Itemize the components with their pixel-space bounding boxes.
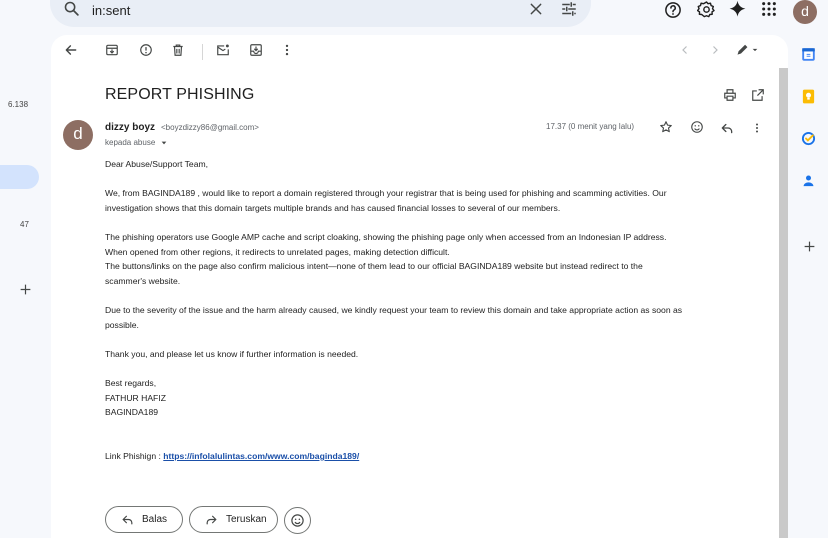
phishing-link[interactable]: https://infolalulintas.com/www.com/baginda189/ <box>163 450 360 461</box>
apps-grid-icon[interactable] <box>761 1 777 17</box>
rail-selected-pill[interactable] <box>0 165 39 189</box>
rail-count-inbox: 6.138 <box>8 100 29 109</box>
add-label-plus-icon[interactable] <box>19 283 32 296</box>
body-line: investigation shows that this domain targets multiple brands and has caused financial losses to several of our members. <box>105 202 561 213</box>
sender-email: <boyzdizzy86@gmail.com> <box>161 123 259 132</box>
newer-chevron-left-icon[interactable] <box>679 43 691 57</box>
body-line: The phishing operators use Google AMP cache and script cloaking, showing the phishing page only when accessed from an Indonesian IP address. <box>105 231 667 242</box>
archive-icon[interactable] <box>105 43 119 57</box>
rail-count-secondary: 47 <box>20 220 29 229</box>
input-tools-pen-icon[interactable] <box>735 43 761 57</box>
star-icon[interactable] <box>659 120 673 134</box>
recipient-label: kepada abuse <box>105 138 156 147</box>
print-icon[interactable] <box>723 88 737 102</box>
reply-button-icon <box>121 513 134 526</box>
open-new-window-icon[interactable] <box>751 88 765 102</box>
body-line: We, from BAGINDA189 , would like to report a domain registered through your registrar that is being used for phishing and scamming activities. Our <box>105 188 667 199</box>
signature-name: FATHUR HAFIZ <box>105 392 166 403</box>
signature-company: BAGINDA189 <box>105 407 159 418</box>
tasks-app-icon[interactable] <box>801 131 816 146</box>
search-icon[interactable] <box>63 0 80 17</box>
older-chevron-right-icon[interactable] <box>709 43 721 57</box>
search-options-icon[interactable] <box>560 0 578 18</box>
more-vert-icon[interactable] <box>280 43 294 57</box>
body-line: The buttons/links on the page also confirm malicious intent—none of them lead to our official BAGINDA189 website but instead redirect to the <box>105 261 643 272</box>
reply-button[interactable] <box>105 506 183 533</box>
account-avatar[interactable]: d <box>793 0 817 24</box>
email-subject: REPORT PHISHING <box>105 86 255 103</box>
reply-button-label: Balas <box>142 514 168 525</box>
get-addons-plus-icon[interactable] <box>803 240 816 253</box>
calendar-app-icon[interactable] <box>801 47 816 62</box>
forward-button-label: Teruskan <box>226 514 267 525</box>
body-line: possible. <box>105 319 139 330</box>
search-input[interactable]: in:sent <box>92 3 131 18</box>
email-timestamp: 17.37 (0 menit yang lalu) <box>546 122 635 131</box>
scrollbar[interactable] <box>779 68 788 538</box>
body-line: scammer's website. <box>105 275 181 286</box>
details-dropdown-icon[interactable] <box>160 139 168 147</box>
signature-closing: Best regards, <box>105 377 157 388</box>
settings-gear-icon[interactable] <box>697 0 716 19</box>
toolbar-divider <box>202 44 203 60</box>
phishing-link-label: Link Phishign : <box>105 450 164 461</box>
recipient-details[interactable] <box>105 138 168 147</box>
body-line: Due to the severity of the issue and the harm already caused, we kindly request your team to review this domain and take appropriate action as soon as <box>105 304 683 315</box>
body-line: Thank you, and please let us know if further information is needed. <box>105 348 359 359</box>
forward-button-icon <box>205 513 218 526</box>
email-body <box>105 157 773 463</box>
reply-icon[interactable] <box>720 121 734 135</box>
move-to-icon[interactable] <box>249 43 263 57</box>
forward-button[interactable] <box>189 506 278 533</box>
phishing-link-line <box>105 449 773 464</box>
gemini-sparkle-icon[interactable] <box>728 0 747 19</box>
help-icon[interactable] <box>664 1 682 19</box>
mark-unread-icon[interactable] <box>216 43 230 57</box>
search-bar[interactable] <box>50 0 591 27</box>
sender-name[interactable]: dizzy boyz <box>105 122 156 133</box>
body-line: When opened from other regions, it redirects to unrelated pages, making detection difficult. <box>105 246 450 257</box>
keep-app-icon[interactable] <box>801 89 816 104</box>
contacts-app-icon[interactable] <box>801 173 816 188</box>
message-more-vert-icon[interactable] <box>751 121 763 135</box>
emoji-icon <box>290 513 305 528</box>
sender-avatar[interactable]: d <box>63 120 93 150</box>
back-arrow-icon[interactable] <box>64 43 78 57</box>
emoji-reaction-button[interactable] <box>284 507 311 534</box>
report-spam-icon[interactable] <box>139 43 153 57</box>
add-reaction-emoji-icon[interactable] <box>690 120 704 134</box>
body-greeting: Dear Abuse/Support Team, <box>105 159 209 169</box>
delete-trash-icon[interactable] <box>171 43 185 57</box>
clear-search-icon[interactable] <box>528 1 544 17</box>
